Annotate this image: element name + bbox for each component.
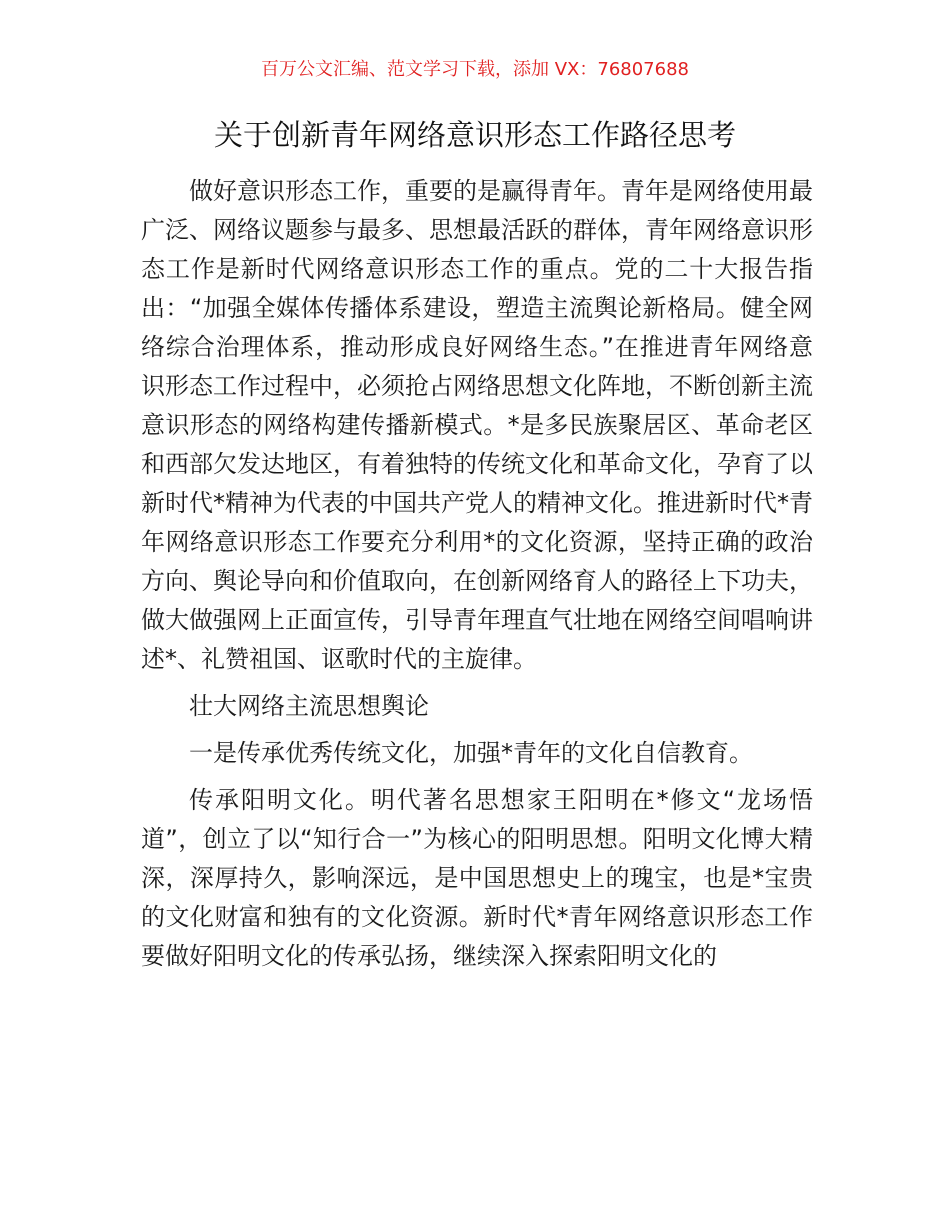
paragraph-intro: 做好意识形态工作，重要的是赢得青年。青年是网络使用最广泛、网络议题参与最多、思想最活跃的群体，青年网络意识形态工作是新时代网络意识形态工作的重点。党的二十大报告指出：“加强全媒体传播体系建设，塑造主流舆论新格局。健全网络综合治理体系，推动形成良好网络生态。”在推进青年网络意识形态工作过程中，必须抢占网络思想文化阵地，不断创新主流意识形态的网络构建传播新模式。*是多民族聚居区、革命老区和西部欠发达地区，有着独特的传统文化和革命文化，孕育了以新时代*精神为代表的中国共产党人的精神文化。推进新时代*青年网络意识形态工作要充分利用*的文化资源，坚持正确的政治方向、舆论导向和价值取向，在创新网络育人的路径上下功夫，做大做强网上正面宣传，引导青年理直气壮地在网络空间唱响讲述*、礼赞祖国、讴歌时代的主旋律。 <box>141 177 813 673</box>
section-heading: 壮大网络主流思想舆论 <box>189 692 429 720</box>
subsection-heading: 一是传承优秀传统文化，加强*青年的文化自信教育。 <box>189 739 753 767</box>
paragraph-yangming: 传承阳明文化。明代著名思想家王阳明在*修文“龙场悟道”，创立了以“知行合一”为核心的阳明思想。阳明文化博大精深，深厚持久，影响深远，是中国思想史上的瑰宝，也是*宝贵的文化财富和独有的文化资源。新时代*青年网络意识形态工作要做好阳明文化的传承弘扬，继续深入探索阳明文化的 <box>141 786 813 970</box>
document-title: 关于创新青年网络意识形态工作路径思考 <box>213 118 736 152</box>
header-banner: 百万公文汇编、范文学习下载，添加 VX：76807688 <box>261 59 689 80</box>
document-body <box>141 172 813 984</box>
